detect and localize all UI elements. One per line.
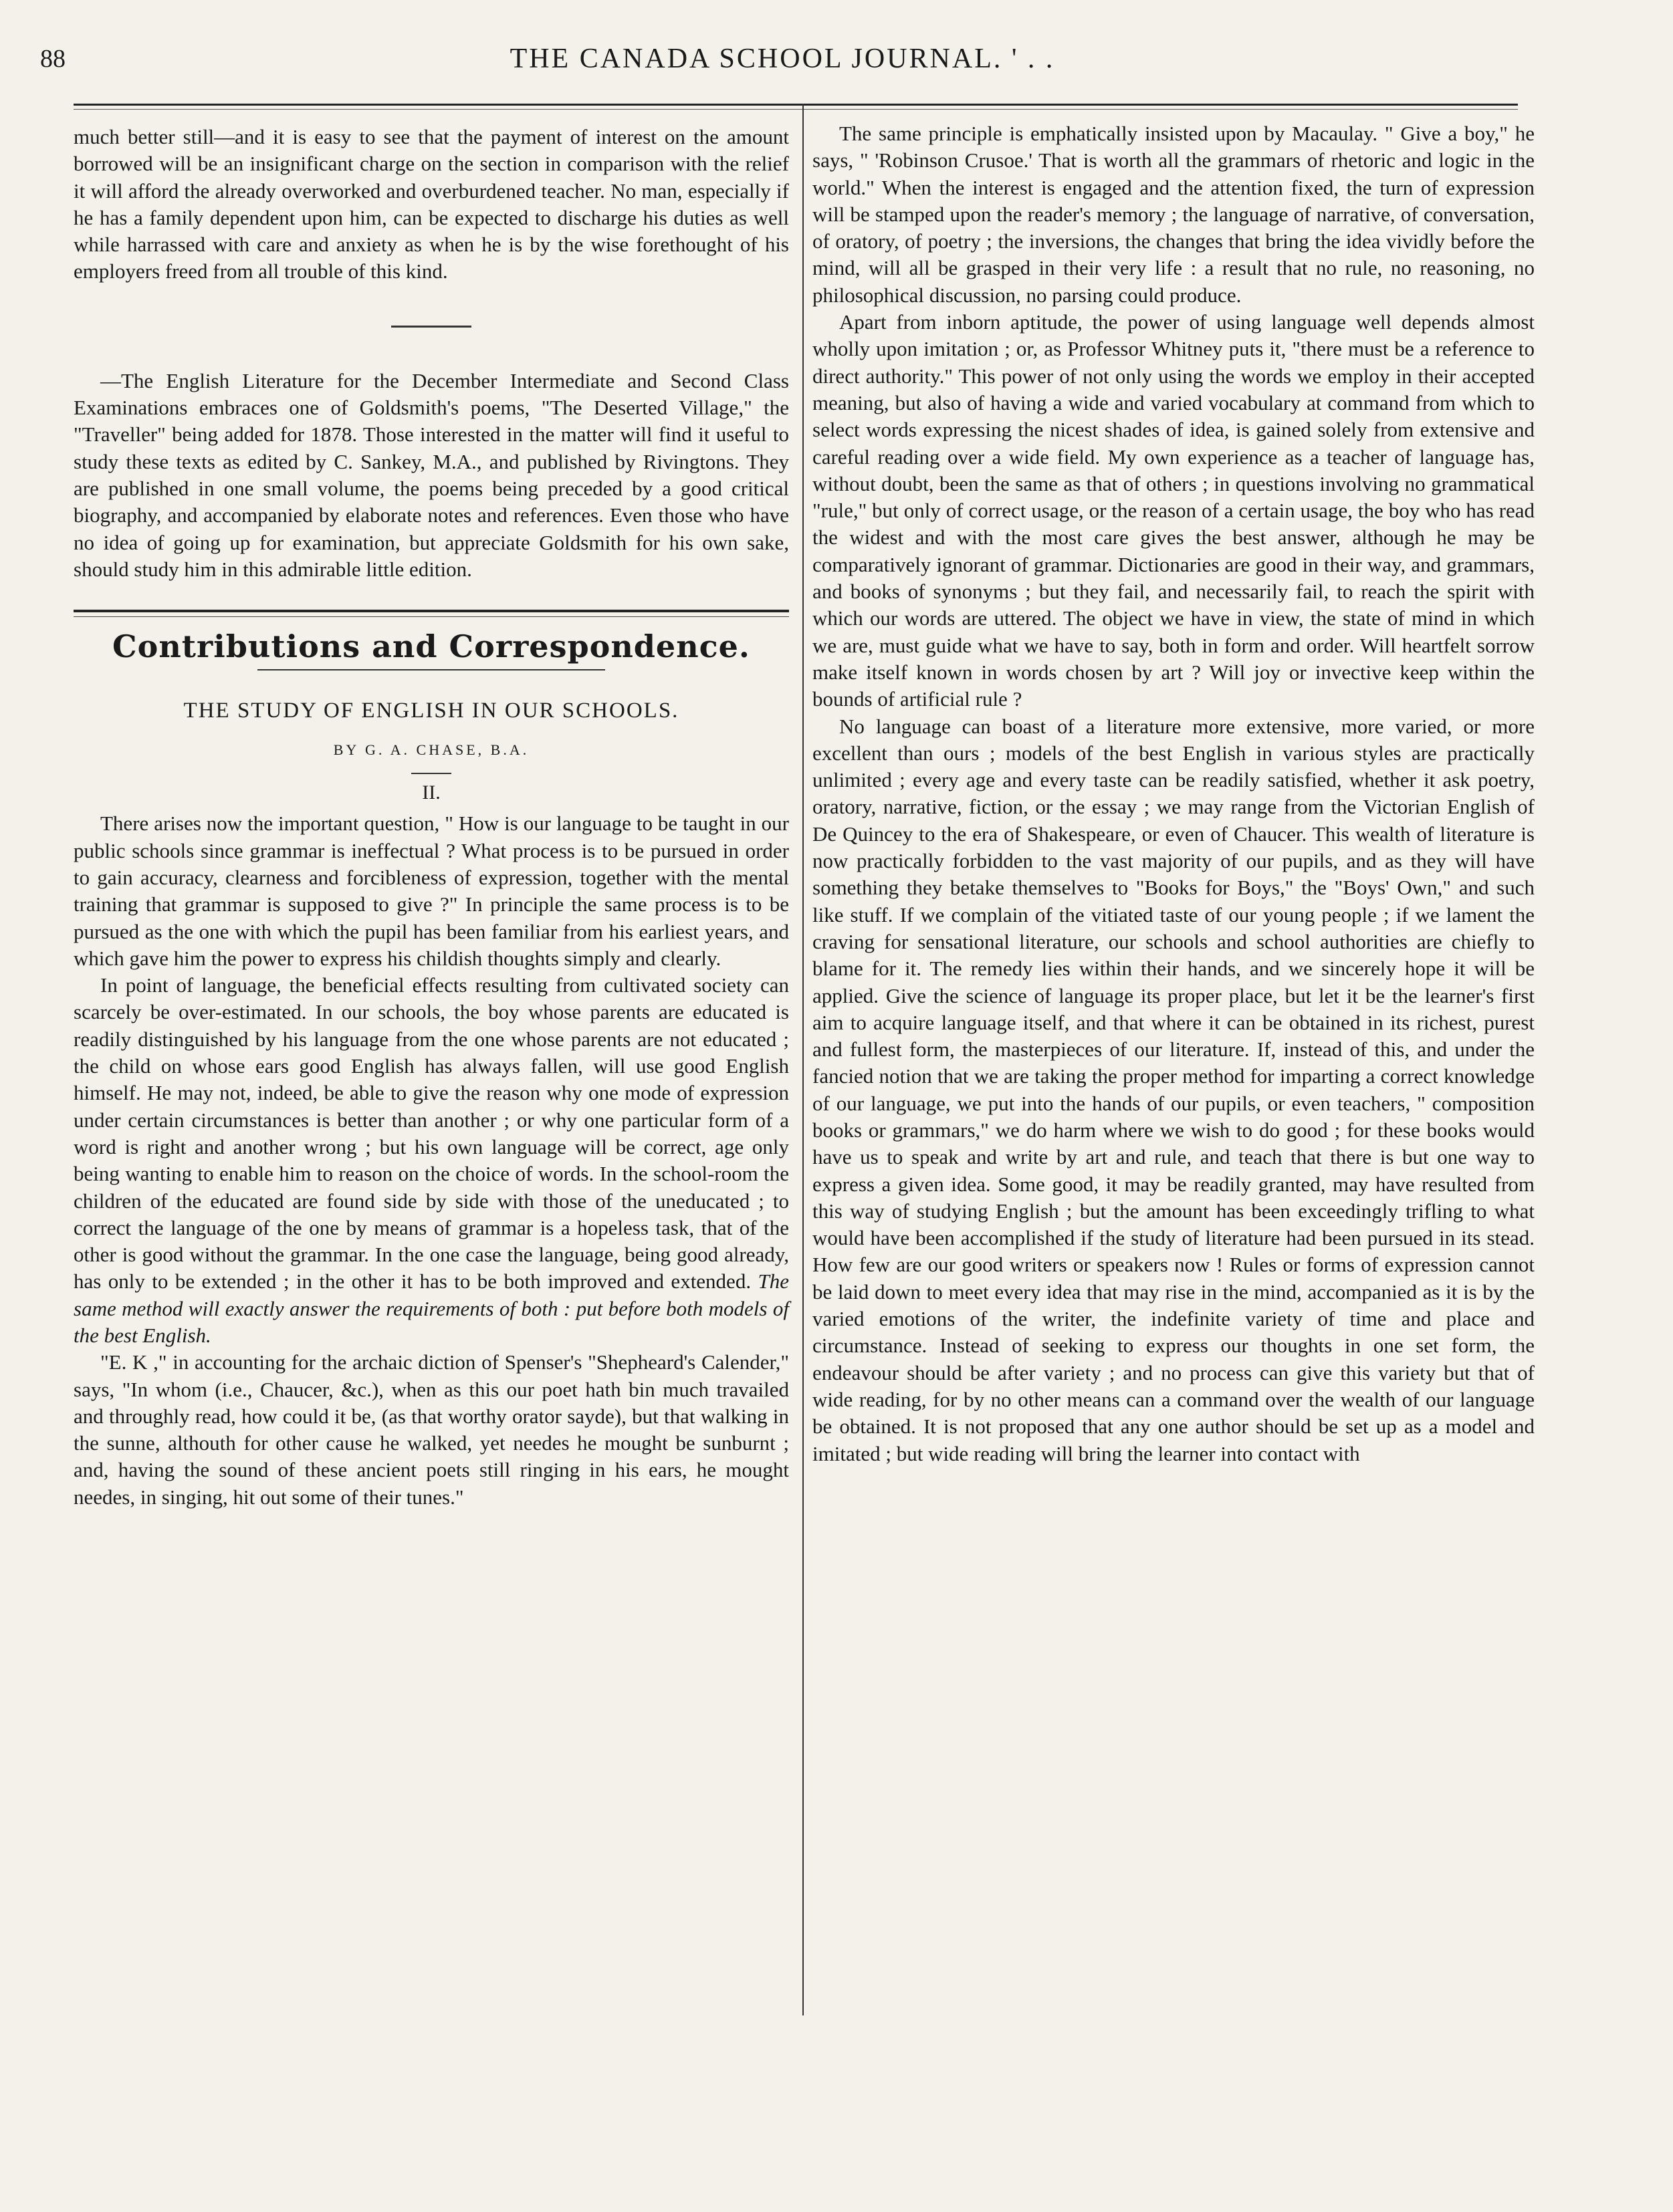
paragraph: No language can boast of a literature more extensive, more varied, or more excellent than ours ; models of the best English in various styles are practically unlimited ; every age and every taste can be readily satisfied, whether it ask poetry, oratory, narrative, fiction, or the essay ; we may range from the Victorian English of De Quincey to the era of Shakespeare, or even of Chaucer. This wealth of literature is now practically forbidden to the vast majority of our pupils, and as they will have something they betake themselves to "Books for Boys," the "Boys' Own," and such like stuff. If we complain of the vitiated taste of our young people ; if we lament the craving for sensational literature, our schools and school authorities are chiefly to blame for it. The remedy lies within their hands, and we sincerely hope it will be applied. Give the science of language its proper place, but let it be the learner's first aim to acquire language itself, and that where it can be obtained in its richest, purest and fullest form, the masterpieces of our literature. If, instead of this, and under the fancied notion that we are taking the proper method for imparting a correct knowledge of our language, we put into the hands of our pupils, or even teachers, " composition books or grammars," we do harm where we wish to do good ; for these books would have us to speak and write by art and rule, and teach that there is but one way to express a given idea. Some good, it may be readily granted, may have resulted from this way of studying English ; but the amount has been exceedingly trifling to what would have been accomplished if the study of literature had been pursued in its stead. How few are our good writers or speakers now ! Rules or forms of expression cannot be laid down to meet every idea that may rise in the mind, accompanied as it is by the varied emotions of the writer, the indefinite variety of time and place and circumstance. Instead of seeking to express our thoughts in one set form, the endeavour should be after variety ; and no process can give this variety but that of wide reading, for by no other means can a command over the wealth of our language be obtained. It is not proposed that any one author should be set up as a model and imitated ; but wide reading will bring the learner into contact with bbox=[812, 714, 1535, 1465]
paragraph bbox=[74, 972, 789, 1349]
separator-rule bbox=[391, 326, 471, 328]
section-rule bbox=[74, 610, 789, 617]
paragraph: "E. K ," in accounting for the archaic diction of Spenser's "Shepheard's Calender," says, "In whom (i.e., Chaucer, &c.), when as this our poet hath bin much travailed and throughly read, how could it be, (as that worthy orator sayde), but that walking in the sunne, althouth for other cause he walked, yet needes he mought be sunburnt ; and, having the sound of these ancient poets still ringing in his ears, he mought needes, in singing, hit out some of their tunes." bbox=[74, 1350, 789, 1509]
section-heading-rule bbox=[257, 669, 605, 670]
paragraph: much better still—and it is easy to see that the payment of interest on the amount borrowed will be an insignificant charge on the section in comparison with the relief it will afford the already overworked and overburdened teacher. No man, especially if he has a family dependent upon him, can be expected to discharge his duties as well while harrassed with care and anxiety as when he is by the wise forethought of his employers freed from all trouble of this kind. bbox=[74, 125, 789, 283]
article-title: THE STUDY OF ENGLISH IN OUR SCHOOLS. bbox=[183, 699, 679, 723]
byline-rule bbox=[411, 773, 451, 774]
byline: BY G. A. CHASE, B.A. bbox=[333, 741, 530, 758]
header-rule-thin bbox=[74, 109, 1518, 110]
part-number: II. bbox=[422, 781, 441, 804]
paragraph: The same principle is emphatically insisted upon by Macaulay. " Give a boy," he says, " 'Robinson Crusoe.' That is worth all the grammars of rhetoric and logic in the world." When the interest is engaged and the attention fixed, the turn of expression will be stamped upon the reader's memory ; the language of narrative, of conversation, of oratory, of poetry ; the inversions, the changes that bring the idea vividly before the mind, will all be grasped in their very life : a result that no rule, no reasoning, no philosophical discussion, no parsing could produce. bbox=[812, 122, 1535, 307]
page-header bbox=[33, 40, 1531, 74]
section-heading: Contributions and Correspondence. bbox=[112, 628, 750, 665]
header-rule bbox=[74, 104, 1518, 106]
paragraph: There arises now the important question, " How is our language to be taught in our public schools since grammar is ineffectual ? What process is to be pursued in order to gain accuracy, clearness and forcibleness of expression, together with the mental training that grammar is supposed to give ?" In principle the same process is to be pursued as the one with which the pupil has been familiar from his earliest years, and which gave him the power to express his childish thoughts simply and clearly. bbox=[74, 812, 789, 970]
italic-emphasis: The same method will exactly answer the requirements of both : put before both models of the best English. bbox=[74, 1269, 790, 1347]
paragraph-text: In point of language, the beneficial effects resulting from cultivated society can scarcely be over-estimated. In our schools, the boy whose parents are educated is readily distinguished by his language from the one whose parents are not educated ; the child on whose ears good English has always fallen, will use good English himself. He may not, indeed, be able to give the reason why one mode of expression under certain circumstances is better than another ; or why one particular form of a word is right and another wrong ; but his own language will be correct, age only being wanting to enable him to reason on the choice of words. In the school-room the children of the educated are found side by side with those of the uneducated ; to correct the language of the one by means of grammar is a hopeless task, that of the other is good without the grammar. In the one case the language, being good already, has only to be extended ; in the other it has to be both improved and extended. bbox=[74, 973, 789, 1294]
page-number: 88 bbox=[40, 45, 66, 73]
right-column bbox=[812, 120, 1535, 1467]
paragraph: —The English Literature for the December Intermediate and Second Class Examinations embraces one of Goldsmith's poems, "The Deserted Village," the "Traveller" being added for 1878. Those interested in the matter will find it useful to study these texts as edited by C. Sankey, M.A., and published by Rivingtons. They are published in one small volume, the poems being preceded by a good critical biography, and accompanied by elaborate notes and references. Even those who have no idea of going up for examination, but appreciate Goldsmith for his own sake, should study him in this admirable little edition. bbox=[74, 368, 789, 581]
paragraph: Apart from inborn aptitude, the power of using language well depends almost wholly upon imitation ; or, as Professor Whitney puts it, "there must be a reference to direct authority." This power of not only using the words we employ in their accepted meaning, but also of having a wide and varied vocabulary at command from which to select words expressing the nicest shades of idea, is gained solely from extensive and careful reading over a wide field. My own experience as a teacher of language has, without doubt, been the same as that of others ; in questions involving no grammatical "rule," but only of correct usage, or the reason of a certain usage, the boy who has read the widest and with the most care gives the best answer, although he may be comparatively ignorant of grammar. Dictionaries are good in their way, and grammars, and books of synonyms ; but they fail, and necessarily fail, to reach the spirit with which our words are uttered. The object we have in view, the state of mind in which we are, must guide what we have to say, both in form and order. Will heartfelt sorrow make itself known in words chosen by art ? Will joy or invective keep within the bounds of artificial rule ? bbox=[812, 310, 1535, 711]
left-column bbox=[74, 124, 789, 1511]
running-title: THE CANADA SCHOOL JOURNAL. ' . . bbox=[510, 43, 1055, 74]
column-divider bbox=[802, 104, 804, 2015]
